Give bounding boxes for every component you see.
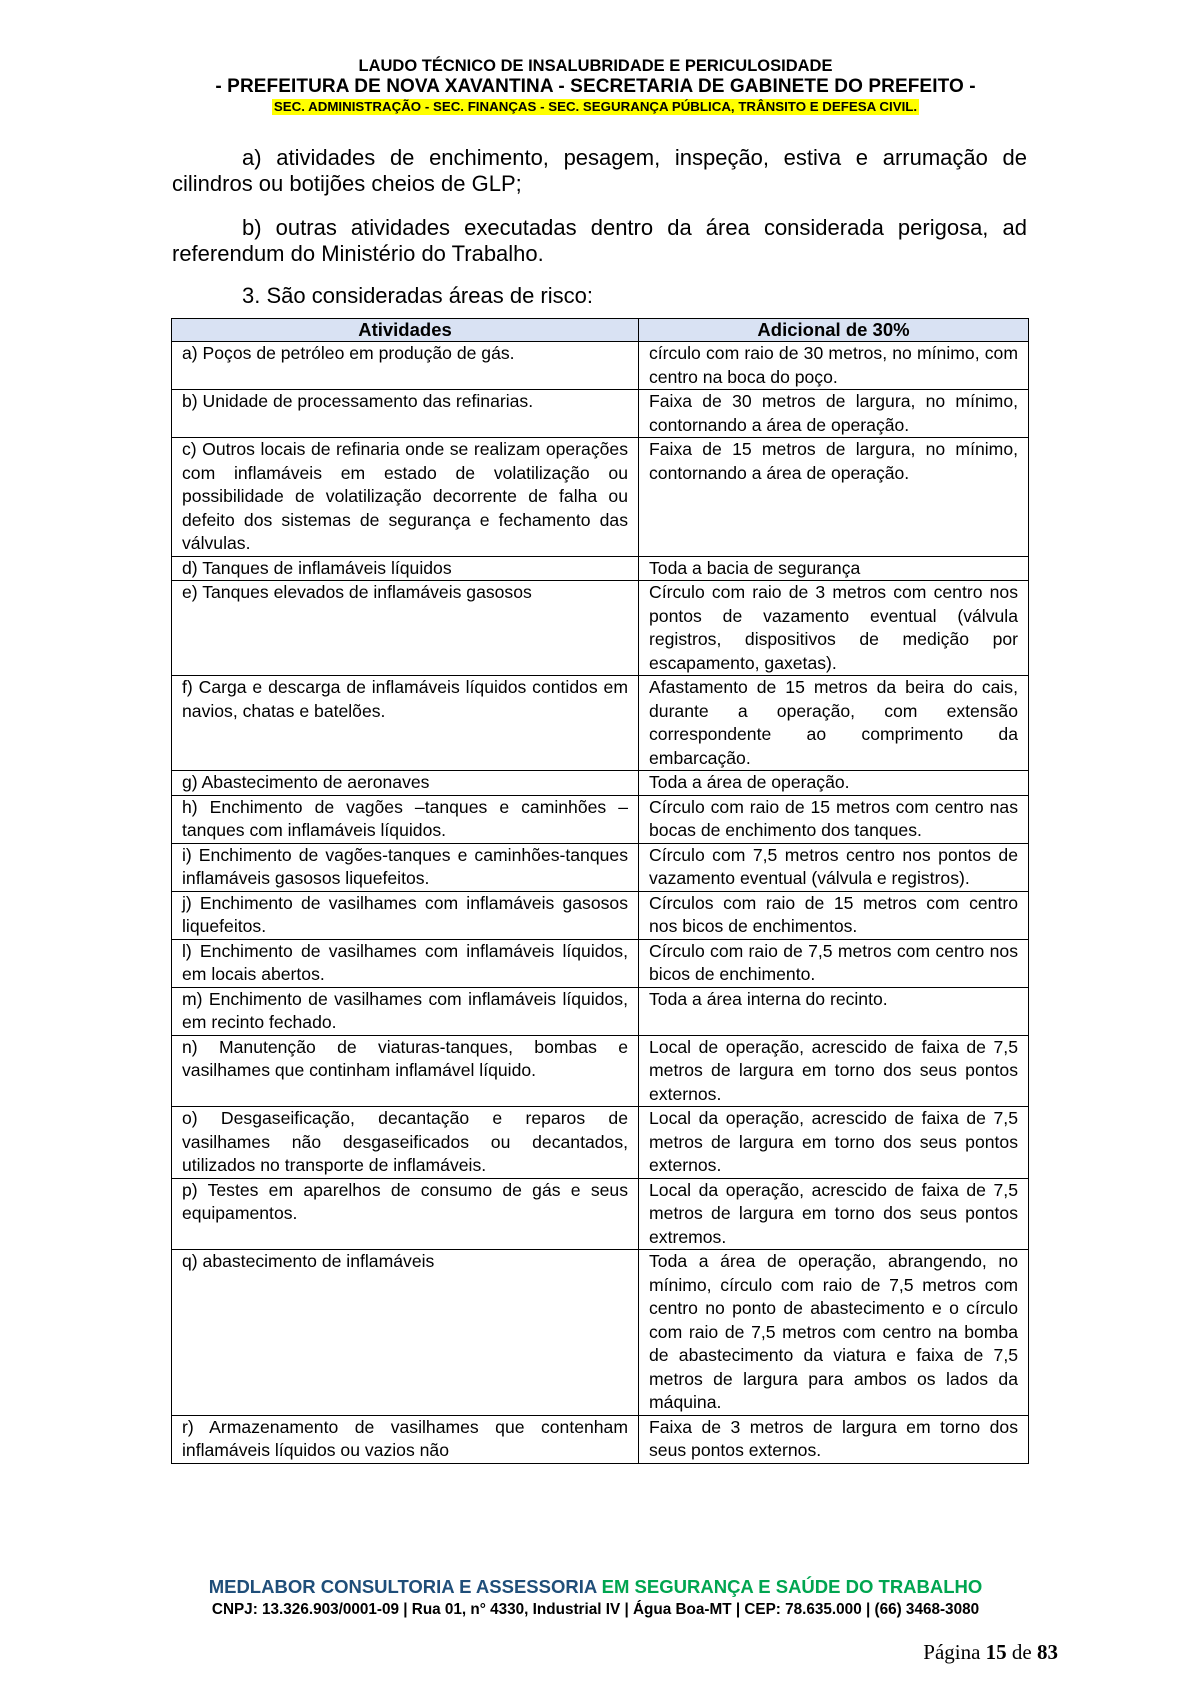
header-subtitle: - PREFEITURA DE NOVA XAVANTINA - SECRETARIA DE GABINETE DO PREFEITO - xyxy=(215,76,976,97)
table-row xyxy=(172,939,1029,987)
table-row xyxy=(172,1178,1029,1250)
cell-atividade: r) Armazenamento de vasilhames que contenham inflamáveis líquidos ou vazios não xyxy=(172,1415,639,1463)
header-highlight: SEC. ADMINISTRAÇÃO - SEC. FINANÇAS - SEC. SEGURANÇA PÚBLICA, TRÂNSITO E DEFESA CIVIL. xyxy=(273,99,918,114)
cell-adicional: Círculo com 7,5 metros centro nos pontos de vazamento eventual (válvula e registros). xyxy=(639,843,1029,891)
table-row xyxy=(172,987,1029,1035)
cell-atividade: o) Desgaseificação, decantação e reparos de vasilhames não desgaseificados ou decantados, utilizados no transporte de inflamáveis. xyxy=(172,1107,639,1179)
table-row xyxy=(172,891,1029,939)
cell-atividade: p) Testes em aparelhos de consumo de gás e seus equipamentos. xyxy=(172,1178,639,1250)
table-row xyxy=(172,795,1029,843)
cell-adicional: Faixa de 15 metros de largura, no mínimo, contornando a área de operação. xyxy=(639,438,1029,557)
document-header xyxy=(0,56,1191,116)
cell-atividade: a) Poços de petróleo em produção de gás. xyxy=(172,342,639,390)
item-3-heading: 3. São consideradas áreas de risco: xyxy=(242,283,593,308)
cell-adicional: Local da operação, acrescido de faixa de 7,5 metros de largura em torno dos seus pontos externos. xyxy=(639,1107,1029,1179)
cell-adicional: Toda a área de operação, abrangendo, no mínimo, círculo com raio de 7,5 metros com centro no ponto de abastecimento e o círculo com raio de 7,5 metros com centro na bomba de abastecimento da viatura e faixa de 7,5 metros de largura para ambos os lados da máquina. xyxy=(639,1250,1029,1416)
cell-adicional: Local da operação, acrescido de faixa de 7,5 metros de largura em torno dos seus pontos extremos. xyxy=(639,1178,1029,1250)
cell-atividade: e) Tanques elevados de inflamáveis gasosos xyxy=(172,581,639,676)
cell-atividade: h) Enchimento de vagões –tanques e caminhões –tanques com inflamáveis líquidos. xyxy=(172,795,639,843)
cell-atividade: i) Enchimento de vagões-tanques e caminhões-tanques inflamáveis gasosos liquefeitos. xyxy=(172,843,639,891)
cell-adicional: Toda a bacia de segurança xyxy=(639,556,1029,581)
cell-adicional: Toda a área interna do recinto. xyxy=(639,987,1029,1035)
table-row xyxy=(172,1415,1029,1463)
cell-atividade: m) Enchimento de vasilhames com inflamáveis líquidos, em recinto fechado. xyxy=(172,987,639,1035)
cell-atividade: d) Tanques de inflamáveis líquidos xyxy=(172,556,639,581)
footer-company: MEDLABOR CONSULTORIA E ASSESSORIA xyxy=(208,1576,597,1597)
footer-address: CNPJ: 13.326.903/0001-09 | Rua 01, n° 4330, Industrial IV | Água Boa-MT | CEP: 78.635.000 | (66) 3468-3080 xyxy=(211,1601,980,1618)
cell-atividade: l) Enchimento de vasilhames com inflamáveis líquidos, em locais abertos. xyxy=(172,939,639,987)
table-row xyxy=(172,438,1029,557)
cell-adicional: Afastamento de 15 metros da beira do cais, durante a operação, com extensão correspondente ao comprimento da embarcação. xyxy=(639,676,1029,771)
cell-atividade: n) Manutenção de viaturas-tanques, bombas e vasilhames que continham inflamável líquido. xyxy=(172,1035,639,1107)
table-row xyxy=(172,342,1029,390)
table-row xyxy=(172,1107,1029,1179)
cell-adicional: Círculo com raio de 3 metros com centro nos pontos de vazamento eventual (válvula registros, dispositivos de medição por escapamento, gaxetas). xyxy=(639,581,1029,676)
table-body xyxy=(172,342,1029,1464)
cell-adicional: Círculo com raio de 15 metros com centro nas bocas de enchimento dos tanques. xyxy=(639,795,1029,843)
header-adicional: Adicional de 30% xyxy=(639,319,1029,342)
table-row xyxy=(172,581,1029,676)
cell-adicional: Local de operação, acrescido de faixa de 7,5 metros de largura em torno dos seus pontos externos. xyxy=(639,1035,1029,1107)
paragraph-a: a) atividades de enchimento, pesagem, inspeção, estiva e arrumação de cilindros ou botijões cheios de GLP; xyxy=(172,145,1027,196)
table-row xyxy=(172,556,1029,581)
table-row xyxy=(172,1035,1029,1107)
cell-adicional: Toda a área de operação. xyxy=(639,771,1029,796)
cell-adicional: Círculos com raio de 15 metros com centro nos bicos de enchimentos. xyxy=(639,891,1029,939)
table-row xyxy=(172,1250,1029,1416)
cell-adicional: Faixa de 30 metros de largura, no mínimo, contornando a área de operação. xyxy=(639,390,1029,438)
table-row xyxy=(172,771,1029,796)
cell-atividade: f) Carga e descarga de inflamáveis líquidos contidos em navios, chatas e batelões. xyxy=(172,676,639,771)
cell-atividade: b) Unidade de processamento das refinarias. xyxy=(172,390,639,438)
page-number: Página 15 de 83 xyxy=(923,1640,1058,1664)
cell-atividade: g) Abastecimento de aeronaves xyxy=(172,771,639,796)
paragraph-b: b) outras atividades executadas dentro da área considerada perigosa, ad referendum do Ministério do Trabalho. xyxy=(172,215,1027,266)
document-footer xyxy=(0,1576,1191,1620)
table-header-row xyxy=(172,319,1029,342)
header-atividades: Atividades xyxy=(172,319,639,342)
cell-atividade: c) Outros locais de refinaria onde se realizam operações com inflamáveis em estado de volatilização ou possibilidade de volatilização decorrente de falha ou defeito dos sistemas de segurança e fechamento das válvulas. xyxy=(172,438,639,557)
cell-atividade: j) Enchimento de vasilhames com inflamáveis gasosos liquefeitos. xyxy=(172,891,639,939)
footer-company-tagline: EM SEGURANÇA E SAÚDE DO TRABALHO xyxy=(601,1576,983,1597)
cell-adicional: círculo com raio de 30 metros, no mínimo, com centro na boca do poço. xyxy=(639,342,1029,390)
table-row xyxy=(172,843,1029,891)
table-row xyxy=(172,390,1029,438)
table-row xyxy=(172,676,1029,771)
cell-adicional: Faixa de 3 metros de largura em torno dos seus pontos externos. xyxy=(639,1415,1029,1463)
cell-atividade: q) abastecimento de inflamáveis xyxy=(172,1250,639,1416)
risk-areas-table xyxy=(171,318,1029,1464)
cell-adicional: Círculo com raio de 7,5 metros com centro nos bicos de enchimento. xyxy=(639,939,1029,987)
header-title: LAUDO TÉCNICO DE INSALUBRIDADE E PERICULOSIDADE xyxy=(358,57,833,75)
